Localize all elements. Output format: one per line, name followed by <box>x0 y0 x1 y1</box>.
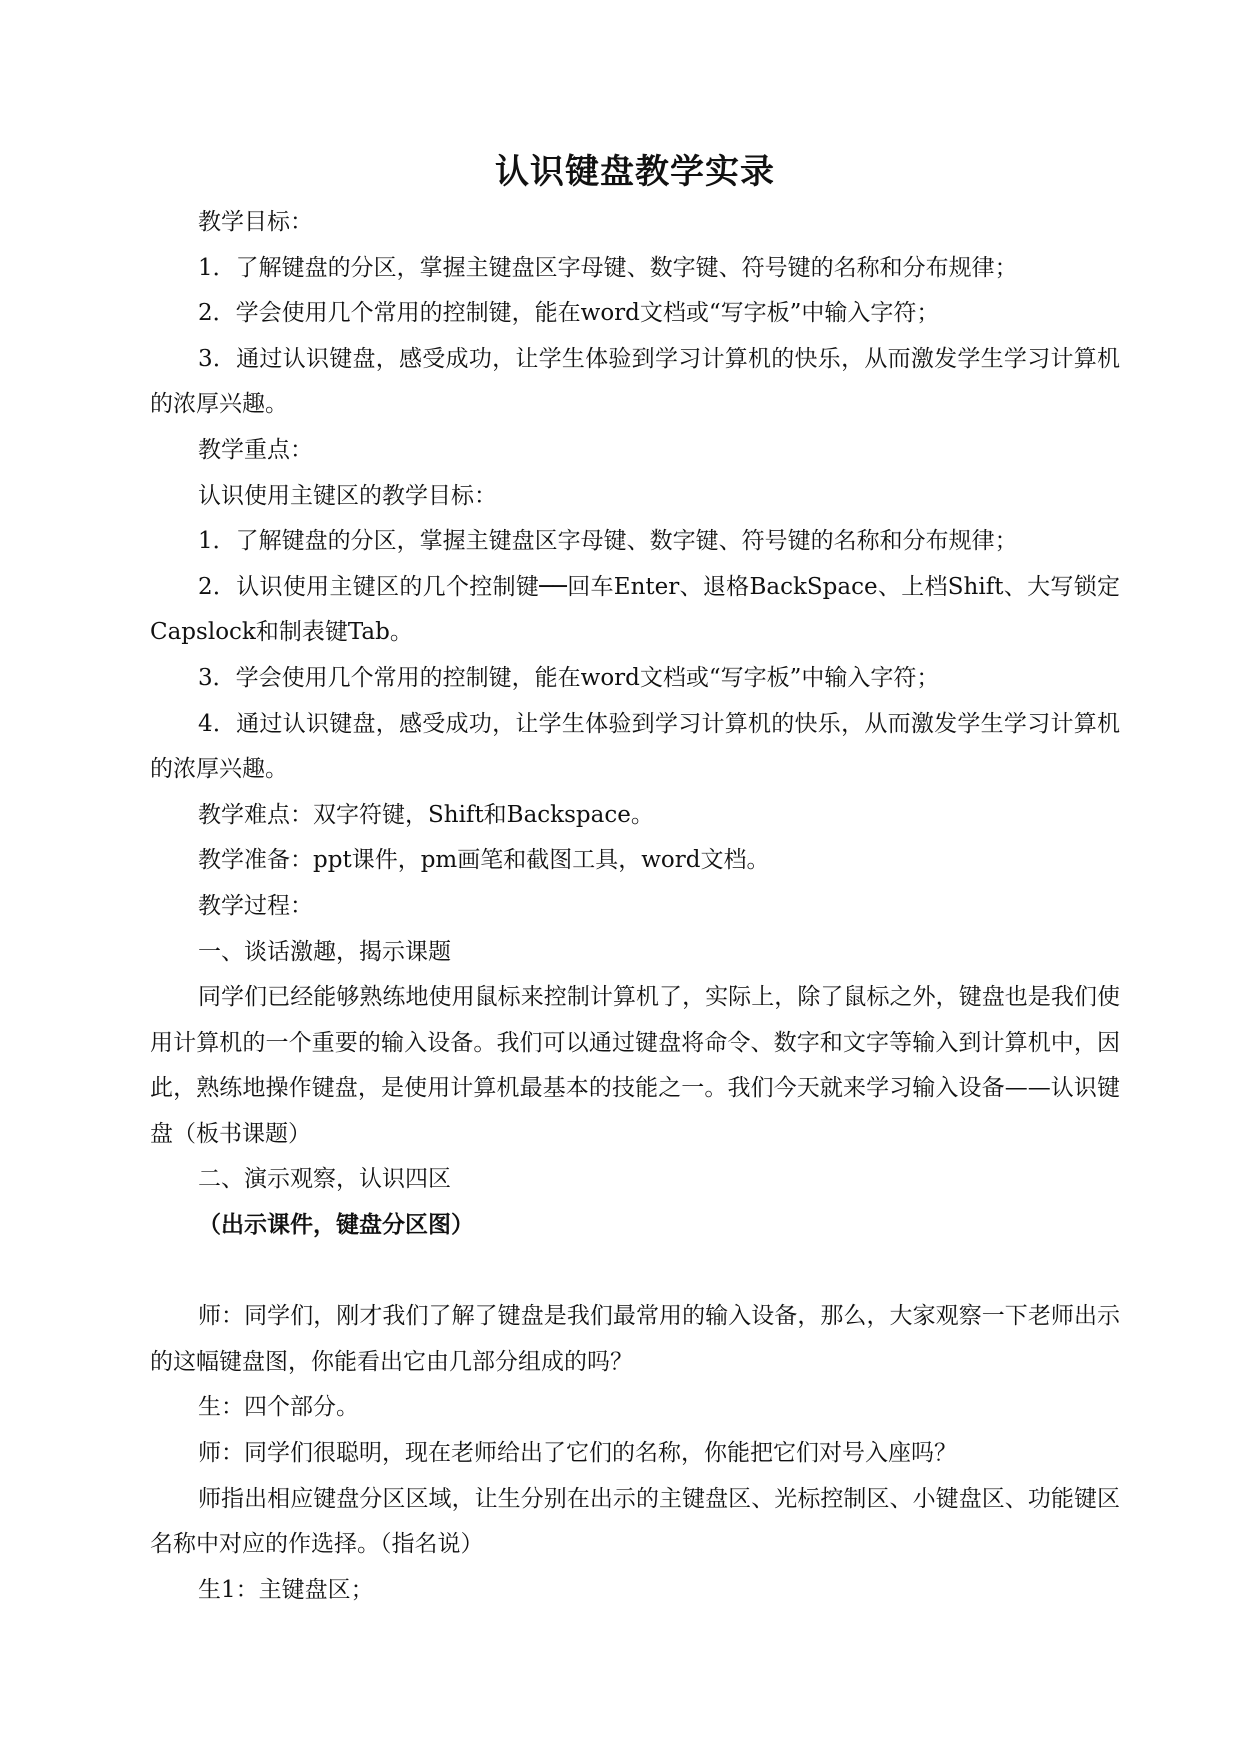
paragraph: 教学重点： <box>198 436 313 463</box>
paragraph: 1．了解键盘的分区，掌握主键盘区字母键、数字键、符号键的名称和分布规律； <box>198 528 1018 555</box>
blank-line <box>150 1249 1120 1295</box>
paragraph: 教学难点：双字符键，Shift和Backspace。 <box>198 801 654 828</box>
paragraph: 生：四个部分。 <box>198 1394 359 1421</box>
paragraph: 教学准备：ppt课件，pm画笔和截图工具，word文档。 <box>198 847 770 874</box>
section-heading: 一、谈话激趣，揭示课题 <box>198 938 451 965</box>
paragraph: 师：同学们很聪明，现在老师给出了它们的名称，你能把它们对号入座吗？ <box>198 1440 957 1467</box>
paragraph: 教学目标： <box>198 209 313 235</box>
paragraph: 生1：主键盘区； <box>198 1576 374 1603</box>
paragraph: 3．通过认识键盘，感受成功，让学生体验到学习计算机的快乐，从而激发学生学习计算机的浓厚兴趣。 <box>150 345 1120 418</box>
paragraph: 师指出相应键盘分区区域，让生分别在出示的主键盘区、光标控制区、小键盘区、功能键区名称中对应的作选择。（指名说） <box>150 1485 1120 1558</box>
paragraph: 2．学会使用几个常用的控制键，能在word文档或“写字板”中输入字符； <box>198 300 940 327</box>
bold-note: （出示课件，键盘分区图） <box>198 1212 474 1239</box>
paragraph: 4．通过认识键盘，感受成功，让学生体验到学习计算机的快乐，从而激发学生学习计算机的浓厚兴趣。 <box>150 710 1120 783</box>
paragraph: 认识使用主键区的教学目标： <box>198 482 497 509</box>
paragraph: 师：同学们，刚才我们了解了键盘是我们最常用的输入设备，那么，大家观察一下老师出示的这幅键盘图，你能看出它由几部分组成的吗？ <box>150 1303 1120 1375</box>
paragraph: 3．学会使用几个常用的控制键，能在word文档或“写字板”中输入字符； <box>198 664 940 691</box>
paragraph: 教学过程： <box>198 892 313 919</box>
document-title: 认识键盘教学实录 <box>495 152 775 192</box>
paragraph: 2．认识使用主键区的几个控制键──回车Enter、退格BackSpace、上档Shift、大写锁定Capslock和制表键Tab。 <box>150 573 1120 646</box>
section-heading: 二、演示观察，认识四区 <box>198 1166 451 1193</box>
paragraph: 1．了解键盘的分区，掌握主键盘区字母键、数字键、符号键的名称和分布规律； <box>198 254 1018 281</box>
paragraph: 同学们已经能够熟练地使用鼠标来控制计算机了，实际上，除了鼠标之外，键盘也是我们使用计算机的一个重要的输入设备。我们可以通过键盘将命令、数字和文字等输入到计算机中，因此，熟练地操作键盘，是使用计算机最基本的技能之一。我们今天就来学习输入设备——认识键盘（板书课题） <box>150 984 1120 1147</box>
document-page <box>150 148 1120 1613</box>
